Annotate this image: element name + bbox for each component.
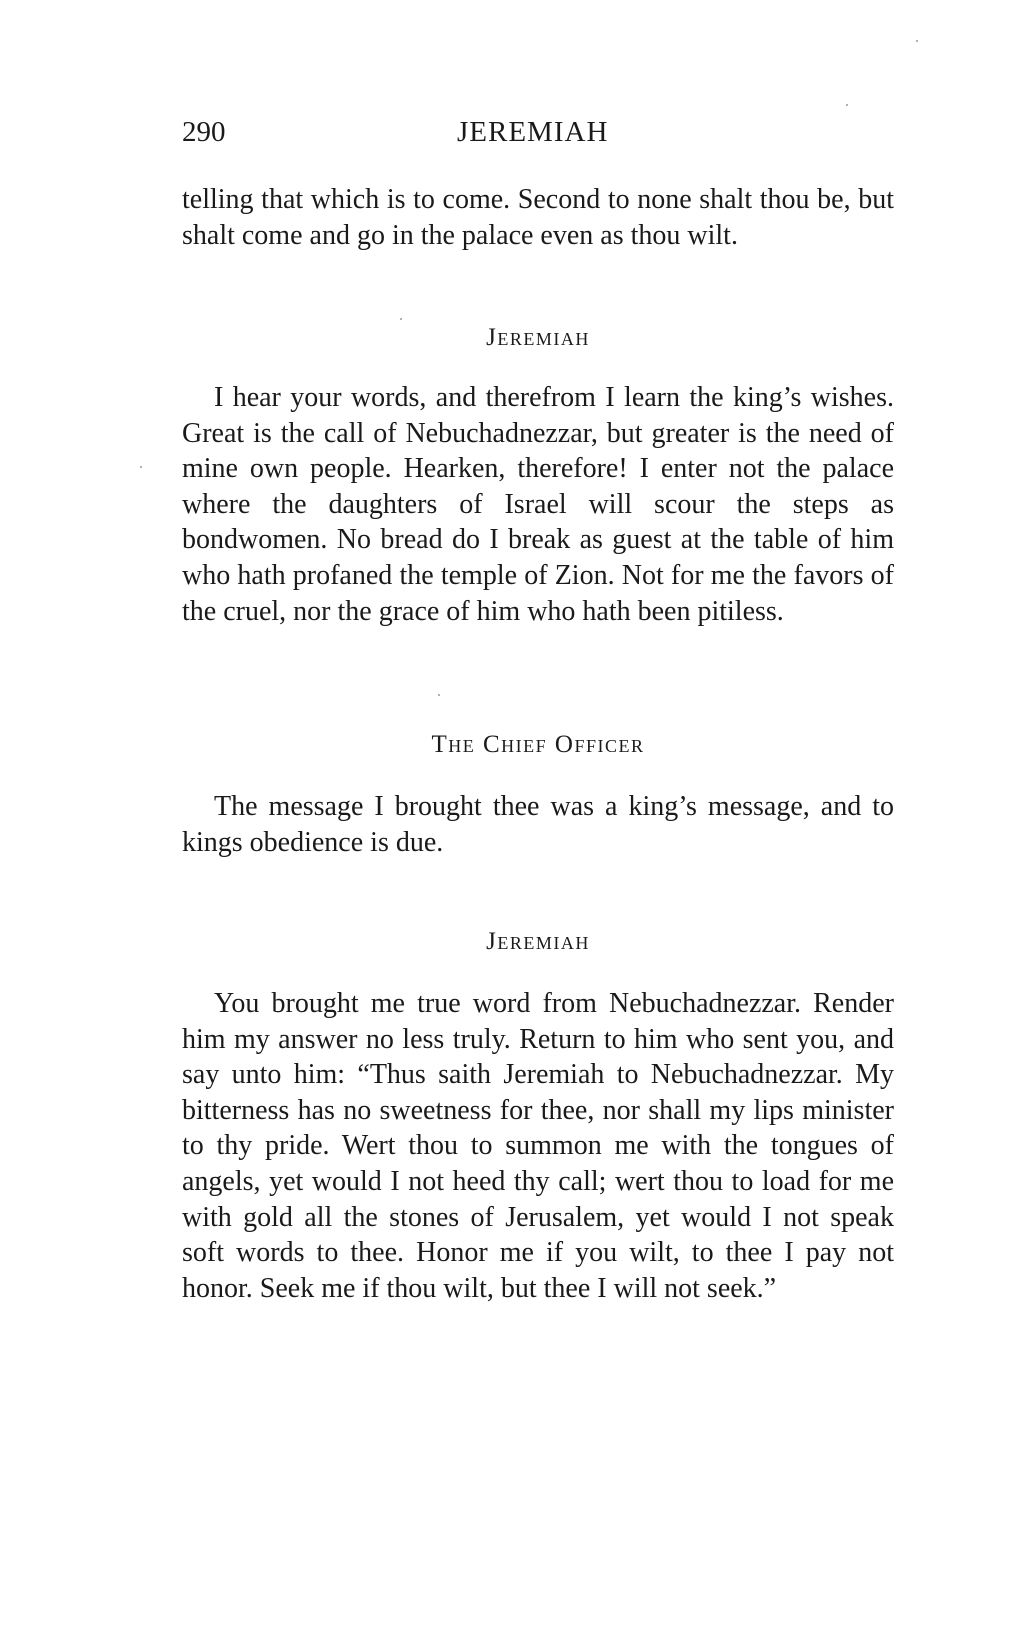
paragraph-jeremiah-reply: I hear your words, and therefrom I learn the king’s wishes. Great is the call of Nebuchadnezzar, but greater is the need of mine own people. Hearken, therefore! I enter not the palace where the daughters of Israel will scour the steps as bondwomen. No bread do I break as guest at the table of him who hath profaned the temple of Zion. Not for me the favors of the cruel, nor the grace of him who hath been pitiless.: [182, 382, 894, 627]
paper-speck: [846, 104, 848, 106]
running-title: JEREMIAH: [457, 116, 609, 148]
running-head: [182, 116, 894, 156]
speaker-heading-chief-officer: The Chief Officer: [431, 731, 645, 758]
paragraph-jeremiah-answer: You brought me true word from Nebuchadnezzar. Render him my answer no less truly. Return to him who sent you, and say unto him: “Thus saith Jeremiah to Nebuchadnezzar. My bitterness has no sweetness for thee, nor shall my lips minister to thy pride. Wert thou to summon me with the tongues of angels, yet would I not heed thy call; wert thou to load for me with gold all the stones of Jerusalem, yet would I not speak soft words to thee. Honor me if you wilt, to thee I pay not honor. Seek me if thou wilt, but thee I will not seek.”: [182, 988, 894, 1304]
paragraph-chief-officer: The message I brought thee was a king’s message, and to kings obedience is due.: [182, 791, 894, 858]
paragraph-continuation: telling that which is to come. Second to none shalt thou be, but shalt come and go in the palace even as thou wilt.: [182, 184, 894, 251]
page-number: 290: [182, 116, 226, 148]
paper-speck: [438, 694, 440, 696]
paper-speck: [400, 318, 402, 320]
speaker-heading-jeremiah: Jeremiah: [486, 324, 590, 351]
speaker-heading-jeremiah-2: Jeremiah: [486, 928, 590, 955]
paper-speck: [916, 40, 918, 42]
paper-speck: [140, 466, 142, 468]
